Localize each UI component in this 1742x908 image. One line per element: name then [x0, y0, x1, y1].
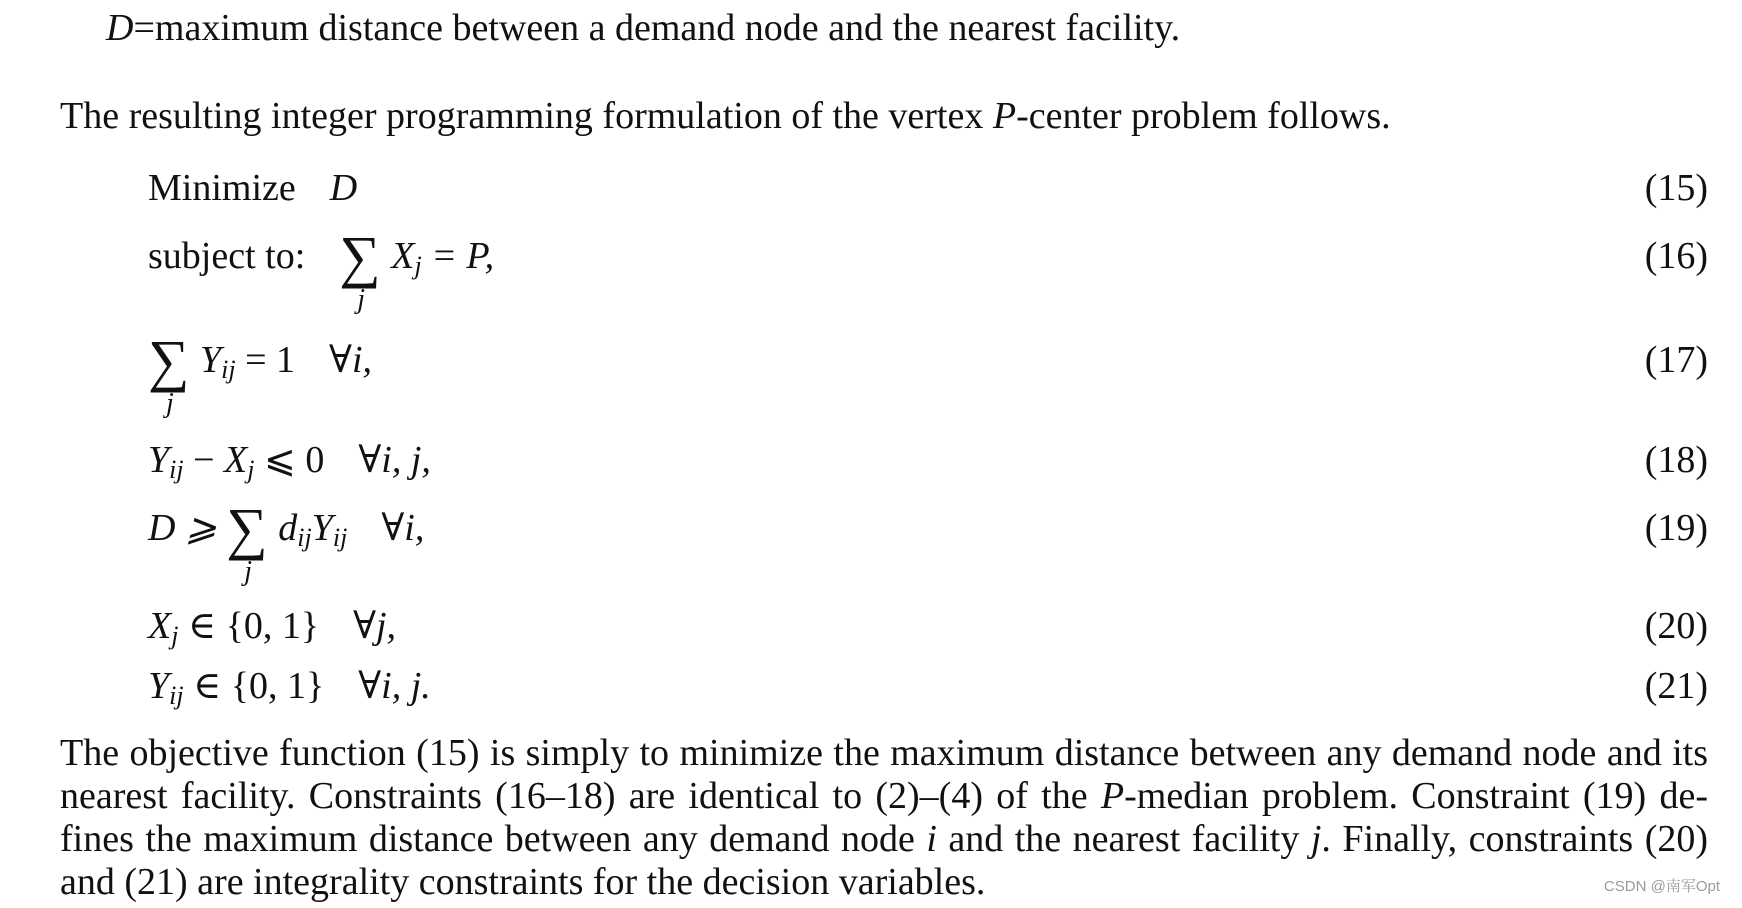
paragraph-line-4: and (21) are integrality constraints for the decision variables. — [60, 861, 986, 903]
eq17-sub: ij — [221, 355, 236, 384]
paragraph-line-3-j: j — [1310, 818, 1322, 860]
intro-sentence — [60, 94, 1391, 138]
eq16-summation — [339, 224, 391, 315]
eq20-x: X — [148, 605, 172, 647]
paragraph-line-2-italic: P — [1100, 775, 1125, 817]
eq21-number: (21) — [1644, 665, 1708, 707]
paragraph-line-2-after: -median problem. Constraint (19) de- — [1124, 775, 1709, 817]
eq19-y: Y — [311, 507, 333, 549]
eq21-rest: ∈ {0, 1} — [183, 665, 325, 707]
paragraph-line-3-i: i — [926, 818, 937, 860]
paragraph-line-3 — [60, 818, 1708, 861]
paragraph-line-1: The objective function (15) is simply to minimize the maximum distance between any demand node and its — [60, 732, 1708, 774]
eq15-number: (15) — [1644, 167, 1708, 209]
eq16-number: (16) — [1644, 235, 1708, 277]
eq21-quantifier: ∀i, j. — [358, 665, 431, 707]
eq21-y-sub: ij — [169, 681, 184, 710]
paragraph-line-3-mid: and the nearest facility — [936, 818, 1311, 860]
eq15-var: D — [329, 167, 358, 209]
eq17-sigma: ∑ — [148, 328, 190, 393]
eq19-quantifier: ∀i, — [381, 507, 425, 549]
eq19-sigma: ∑ — [226, 496, 268, 561]
eq18-number: (18) — [1644, 439, 1708, 481]
equation-15 — [148, 166, 357, 210]
eq16-sum-index: j — [357, 284, 366, 315]
eq21-y: Y — [148, 665, 170, 707]
eq20-x-sub: j — [171, 621, 179, 650]
eq17-number: (17) — [1644, 339, 1708, 381]
paragraph-line-2-before: nearest facility. Constraints (16–18) are identical to (2)–(4) of the — [60, 775, 1101, 817]
equation-21 — [148, 664, 431, 718]
eq19-lhs: D ⩾ — [148, 507, 227, 549]
eq18-minus: − — [183, 439, 225, 481]
equation-18 — [148, 438, 431, 492]
eq19-d-sub: ij — [297, 523, 312, 552]
eq20-rest: ∈ {0, 1} — [178, 605, 320, 647]
eq15-label: Minimize — [148, 167, 296, 209]
eq18-x: X — [224, 439, 248, 481]
definition-line — [106, 6, 1180, 50]
eq16-sigma: ∑ — [339, 224, 381, 289]
equation-17 — [148, 328, 373, 419]
definition-eq-sign: = — [133, 7, 155, 49]
paragraph-line-3-before: fines the maximum distance between any demand node — [60, 818, 927, 860]
intro-italic-p: P — [992, 95, 1017, 137]
eq16-label: subject to: — [148, 235, 306, 277]
eq19-summation — [226, 496, 278, 587]
eq18-y: Y — [148, 439, 170, 481]
eq16-rest: = P, — [421, 235, 495, 277]
eq19-d: d — [278, 507, 298, 549]
eq20-quantifier: ∀j, — [353, 605, 397, 647]
intro-text-before: The resulting integer programming formulation of the vertex — [60, 95, 993, 137]
eq17-quantifier: ∀i, — [329, 339, 373, 381]
paragraph-line-3-after: . Finally, constraints (20) — [1321, 818, 1708, 860]
eq17-summation — [148, 328, 200, 419]
watermark: CSDN @南军Opt — [1603, 878, 1720, 895]
eq19-y-sub: ij — [332, 523, 348, 552]
eq18-rest: ⩽ 0 — [254, 439, 325, 481]
equation-19 — [148, 496, 425, 587]
eq16-sub: j — [414, 251, 422, 280]
equation-16 — [148, 224, 495, 315]
eq17-var: Y — [200, 339, 222, 381]
definition-symbol: D — [106, 7, 134, 49]
eq17-rest: = 1 — [235, 339, 296, 381]
eq17-sum-index: j — [166, 388, 174, 419]
eq16-var: X — [391, 235, 415, 277]
definition-text: maximum distance between a demand node and the nearest facility. — [154, 7, 1181, 49]
eq18-x-sub: j — [247, 455, 255, 484]
equation-20 — [148, 604, 396, 658]
eq19-sum-index: j — [244, 556, 253, 587]
eq19-number: (19) — [1644, 507, 1708, 549]
eq20-number: (20) — [1644, 605, 1708, 647]
eq18-quantifier: ∀i, j, — [358, 439, 431, 481]
paragraph-line-2 — [60, 775, 1708, 818]
intro-text-after: -center problem follows. — [1016, 95, 1391, 137]
eq18-y-sub: ij — [169, 455, 184, 484]
